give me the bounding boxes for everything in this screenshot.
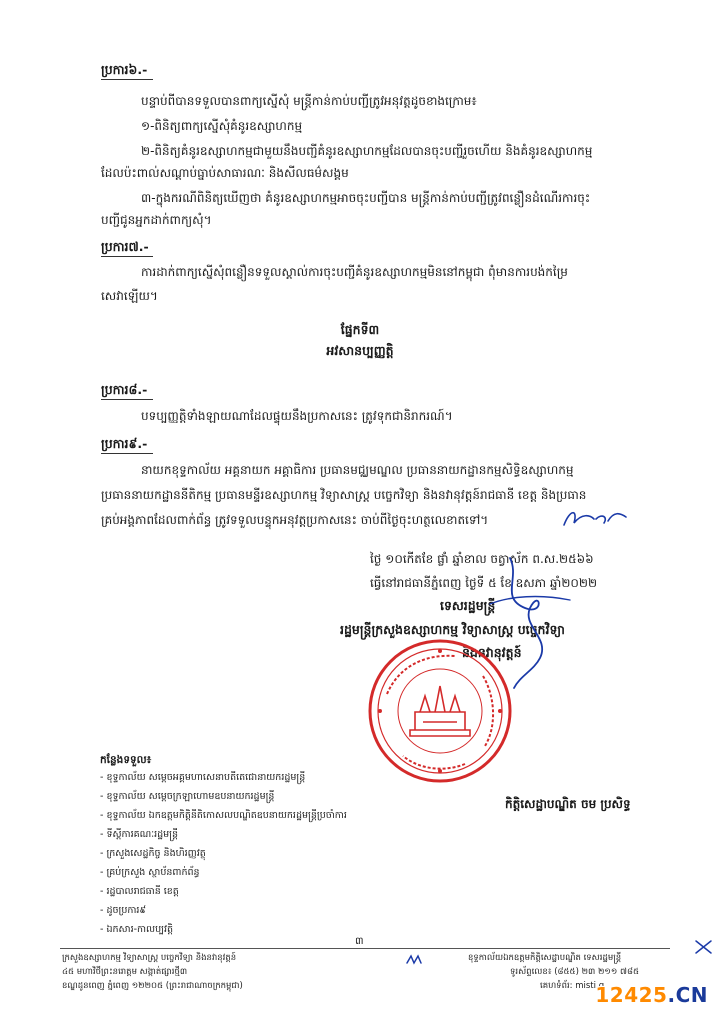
footer-left-line-2: ៤៥ មហាវិថីព្រះនរោត្តម សង្កាត់ផ្សារថ្មី៣	[62, 967, 188, 977]
footer-left-line-1: ក្រសួងឧស្សាហកម្ម វិទ្យាសាស្ត្រ បច្ចេកវិទ្យា និងនវានុវត្តន៍	[62, 953, 237, 963]
chapter-subtitle: អវសានប្បញ្ញត្តិ	[326, 343, 394, 358]
article-7-line-1: ការដាក់ពាក្យស្នើសុំពន្លឿនទទួលស្គាល់ការចុះបញ្ជីគំនូរឧស្សាហកម្មមិននៅកម្ពុជា ពុំមានការបង់កម្រៃ	[141, 265, 568, 279]
article-6-item-1: ១-ពិនិត្យពាក្យស្នើសុំគំនូរឧស្សាហកម្ម	[141, 119, 303, 133]
article-9-line-3: គ្រប់អង្គភាពដែលពាក់ព័ន្ធ ត្រូវទទួលបន្ទុកអនុវត្តប្រកាសនេះ ចាប់ពីថ្ងៃចុះហត្ថលេខាតទៅ។	[101, 513, 489, 527]
article-8-heading: ប្រការ៨.-	[101, 382, 148, 397]
recipient-item: - គ្រប់ក្រសួង ស្ថាប័នពាក់ព័ន្ធ	[100, 867, 200, 878]
recipient-item: - ទីស្តីការគណៈរដ្ឋមន្ត្រី	[100, 829, 179, 840]
article-7-heading: ប្រការ៧.-	[101, 239, 149, 254]
watermark-suffix: .CN	[667, 983, 708, 1007]
recipient-item: - ខុទ្ទកាល័យ ឯកឧត្តមកិត្តិនីតិកោសលបណ្ឌិតឧបនាយករដ្ឋមន្ត្រីប្រចាំការ	[100, 810, 347, 821]
article-6-item-3-line-1: ៣-ក្នុងករណីពិនិត្យឃើញថា គំនូរឧស្សាហកម្មអាចចុះបញ្ជីបាន មន្ត្រីកាន់កាប់បញ្ជីត្រូវពន្លឿនដំណើរការចុះ	[141, 191, 591, 205]
initials-signature-icon	[560, 505, 630, 531]
recipient-item: - ក្រសួងសេដ្ឋកិច្ច និងហិរញ្ញវត្ថុ	[100, 848, 206, 859]
heading-underline	[101, 79, 153, 80]
article-6-item-2-line-1: ២-ពិនិត្យគំនូរឧស្សាហកម្មជាមួយនឹងបញ្ជីគំនូរឧស្សាហកម្មដែលបានចុះបញ្ជីរួចហើយ និងគំនូរឧស្សាហកម្ម	[141, 144, 593, 158]
site-watermark	[595, 983, 708, 1007]
corner-initial-icon	[693, 938, 715, 956]
article-9-line-2: ប្រធាននាយកដ្ឋាននីតិកម្ម ប្រធានមន្ទីរឧស្សាហកម្ម វិទ្យាសាស្ត្រ បច្ចេកវិទ្យា និងនវានុវត្តន៍រាជធានី ខេត្ត និងប្រធាន	[101, 488, 587, 502]
ministry-line-1: រដ្ឋមន្ត្រីក្រសួងឧស្សាហកម្ម វិទ្យាសាស្ត្រ បច្ចេកវិទ្យា	[340, 622, 565, 637]
heading-underline	[101, 256, 153, 257]
article-9-line-1: នាយកខុទ្ទកាល័យ អគ្គនាយក អគ្គាធិការ ប្រធានមជ្ឈមណ្ឌល ប្រធាននាយកដ្ឋានកម្មសិទ្ធិឧស្សាហកម្ម	[141, 463, 574, 477]
footer-right-line-2: ទូរស័ព្ទលេខ៖ (៨៥៥) ២៣ ២១១ ៧៨៥	[510, 967, 640, 977]
recipients-heading: កន្លែងទទួល៖	[100, 754, 152, 766]
recipient-item: - ខុទ្ទកាល័យ សម្តេចក្រឡាហោមឧបនាយករដ្ឋមន្ត្រី	[100, 791, 275, 802]
chapter-title: ផ្នែកទី៣	[340, 322, 380, 337]
watermark-number: 12425	[595, 983, 668, 1007]
ministry-line-2: និងនវានុវត្តន៍	[462, 645, 522, 660]
recipient-item: - រដ្ឋបាលរាជធានី ខេត្ត	[100, 886, 179, 897]
minister-signature-icon	[470, 548, 590, 698]
recipient-item: - ឯកសារ-កាលប្បវត្តិ	[100, 924, 174, 935]
article-9-heading: ប្រការ៩.-	[101, 436, 148, 451]
page-number: ៣	[355, 936, 364, 947]
signatory-title: ទេសរដ្ឋមន្ត្រី	[440, 598, 496, 613]
article-7-line-2: សេវាឡើយ។	[101, 289, 158, 303]
footer-right-line-1: ខុទ្ទកាល័យឯកឧត្តមកិត្តិសេដ្ឋាបណ្ឌិត ទេសរដ្ឋមន្ត្រី	[468, 953, 622, 963]
recipient-item: - ខុទ្ទកាល័យ សម្តេចអគ្គមហាសេនាបតីតេជោនាយករដ្ឋមន្ត្រី	[100, 772, 306, 783]
signatory-name: កិត្តិសេដ្ឋាបណ្ឌិត ចម ប្រសិទ្ធ	[505, 797, 631, 811]
footer-divider	[60, 948, 670, 949]
lunar-date: ថ្ងៃ ១០កើតខែ ផ្លាំ ឆ្នាំខាល ចត្វាស័ក ព.ស.២៥៦៦	[370, 552, 594, 566]
heading-underline	[101, 399, 153, 400]
article-6-item-3-line-2: បញ្ជីជូនអ្នកដាក់ពាក្យសុំ។	[101, 213, 212, 227]
solar-date: ធ្វើនៅរាជធានីភ្នំពេញ ថ្ងៃទី ៥ ខែ ឧសភា ឆ្នាំ២០២២	[370, 576, 598, 590]
recipient-item: - ដូចប្រការ៩	[100, 905, 147, 916]
article-6-intro: បន្ទាប់ពីបានទទួលបានពាក្យស្នើសុំ មន្ត្រីកាន់កាប់បញ្ជីត្រូវអនុវត្តដូចខាងក្រោម៖	[141, 94, 477, 108]
footer-right-line-3: គេហទំព័រ: misti.g	[540, 981, 605, 991]
heading-underline	[101, 453, 153, 454]
article-6-item-2-line-2: ដែលប៉ះពាល់សណ្តាប់ធ្នាប់សាធារណៈ និងសីលធម៌សង្គម	[101, 166, 349, 180]
footer-left-line-3: ខណ្ឌដូនពេញ ភ្នំពេញ ១២២០៥ (ព្រះរាជាណាចក្រកម្ពុជា)	[62, 981, 243, 991]
article-6-heading: ប្រការ៦.-	[101, 62, 148, 77]
article-8-line-1: បទប្បញ្ញត្តិទាំងឡាយណាដែលផ្ទុយនឹងប្រកាសនេះ ត្រូវទុកជានិរាករណ៍។	[141, 409, 453, 423]
page-initial-icon	[405, 953, 423, 967]
